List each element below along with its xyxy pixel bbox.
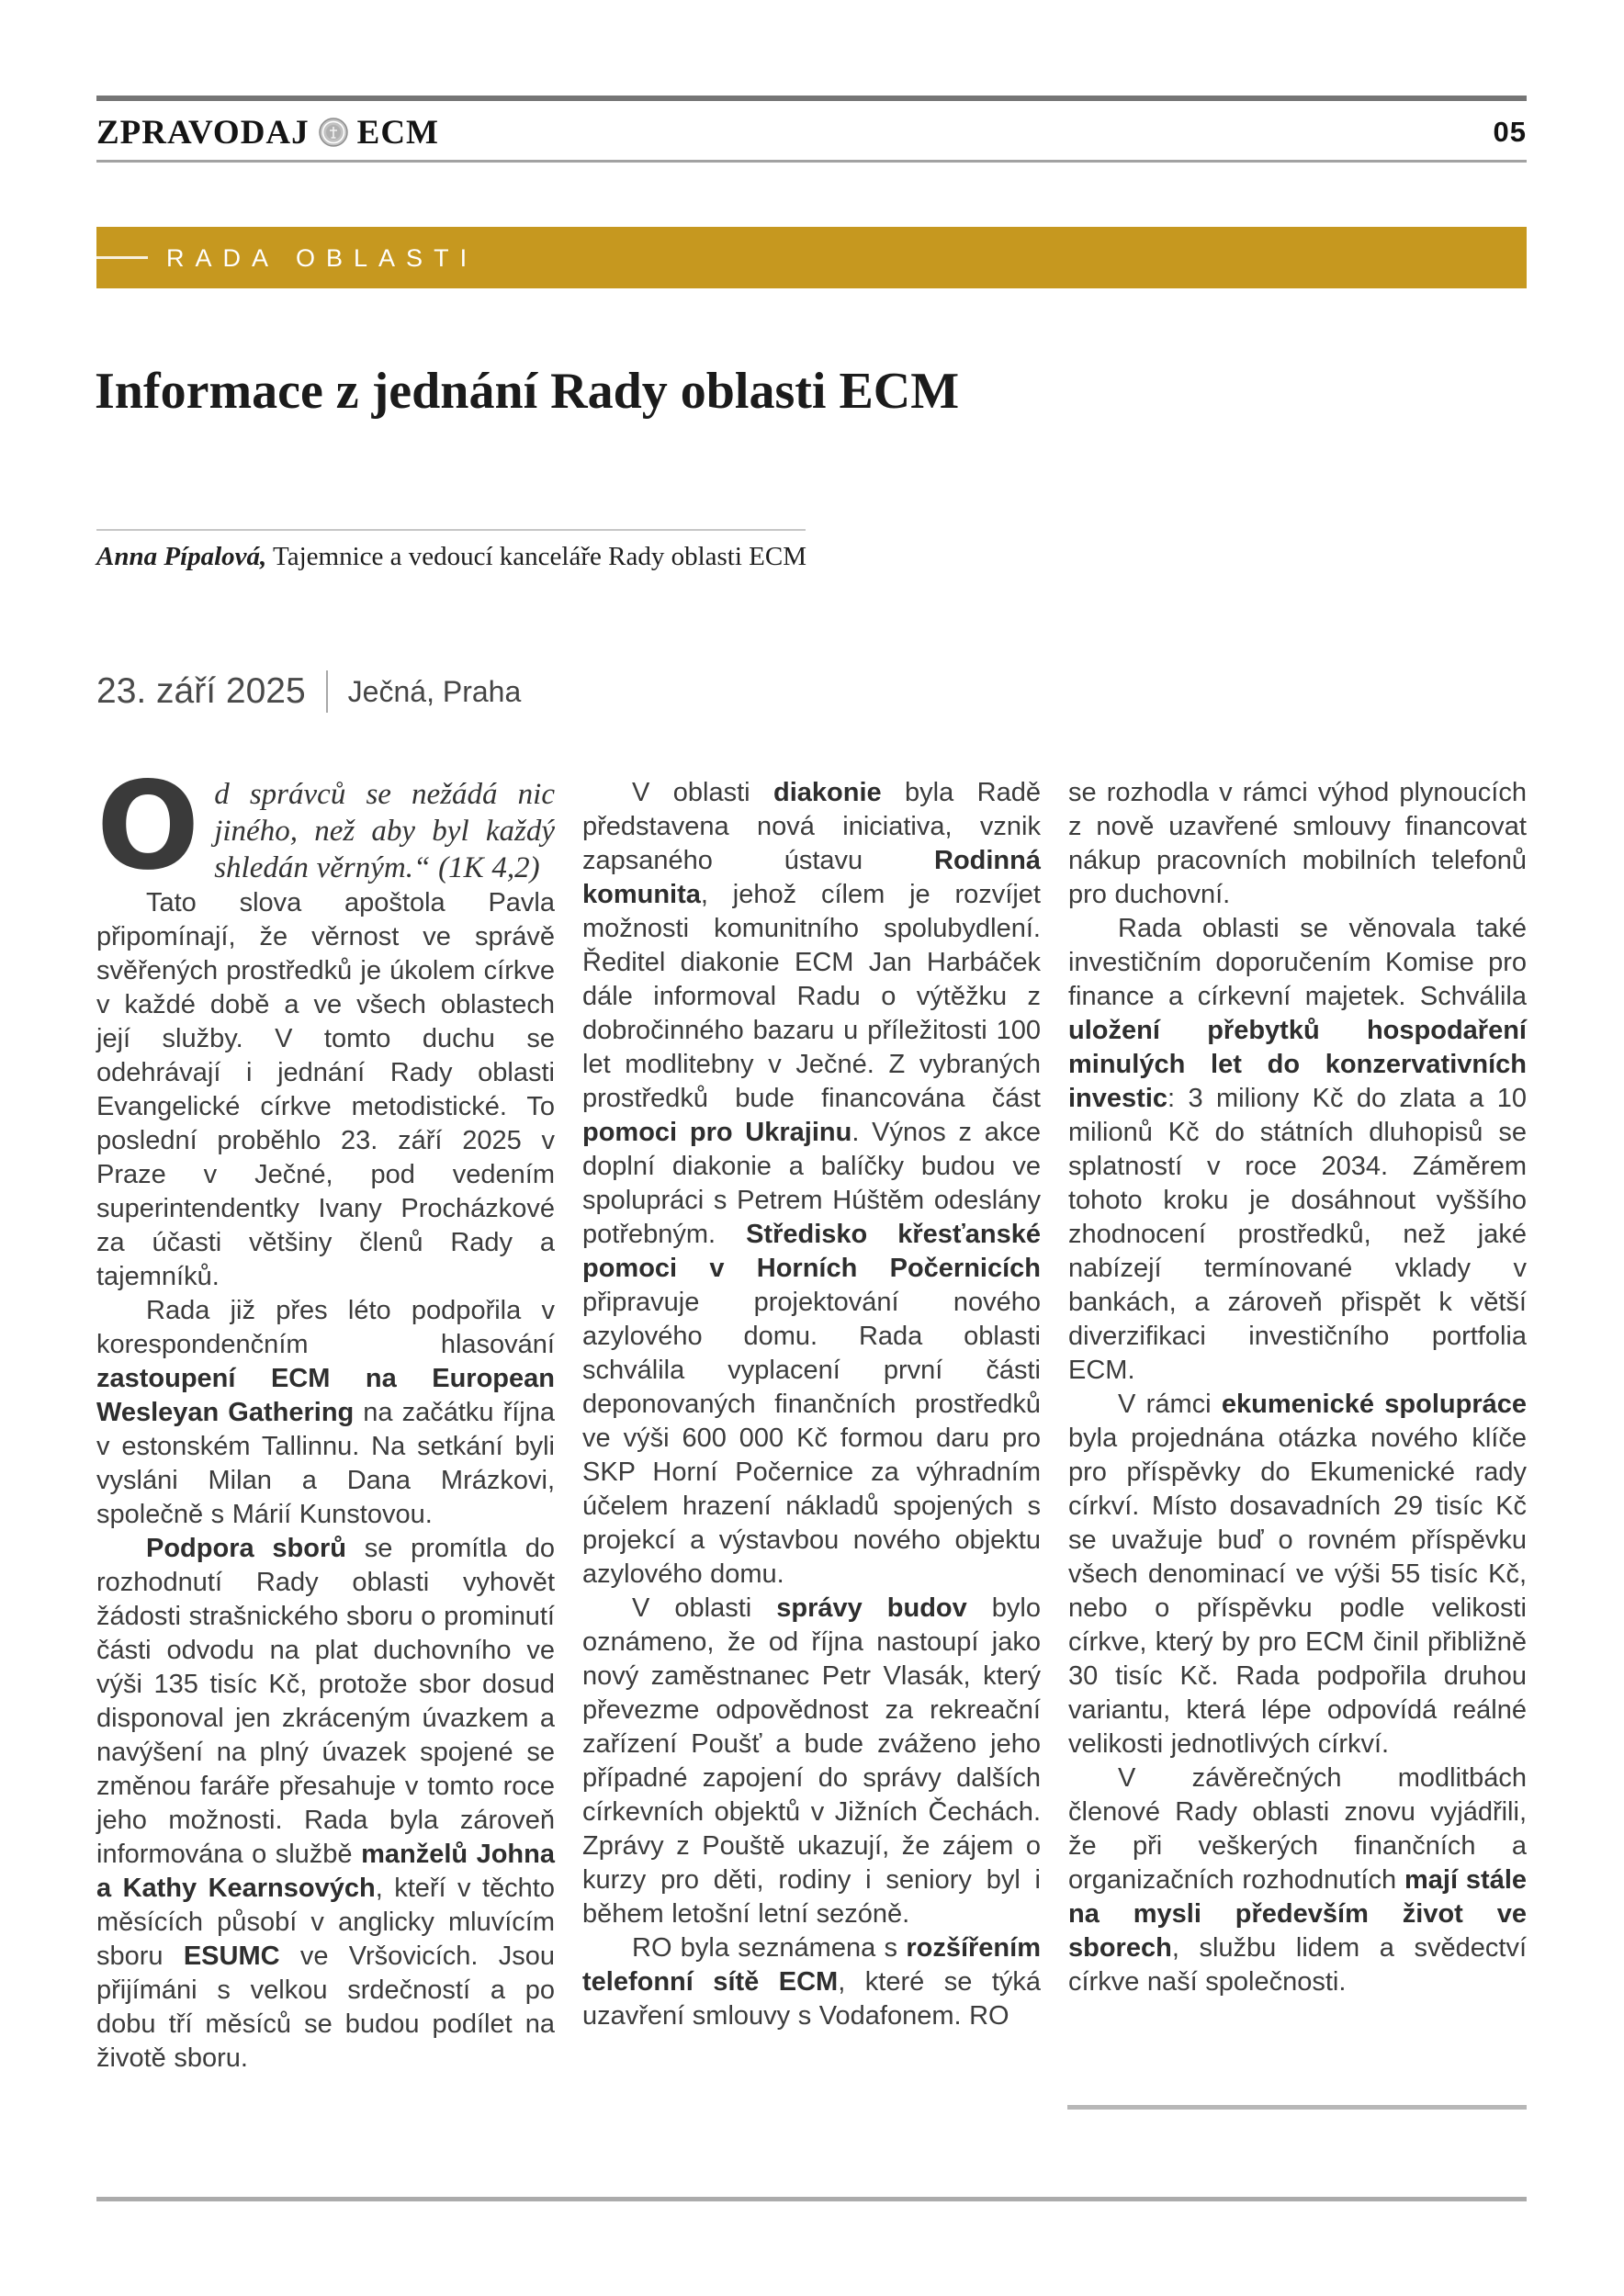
byline-role: Tajemnice a vedoucí kanceláře Rady oblasti ECM xyxy=(266,542,807,571)
footer-rule xyxy=(96,2197,1527,2201)
body-paragraph: RO byla seznámena s rozšířením telefonní sítě ECM, které se týká uzavření smlouvy s Vodafonem. RO xyxy=(582,1933,1042,2031)
page-number: 05 xyxy=(1493,116,1527,148)
dateline xyxy=(96,670,521,713)
body-paragraph: Tato slova apoštola Pavla připomínají, že věrnost ve správě svěřených prostředků je úkolem církve v každé době a ve všech oblastech její služby. V tomto duchu se odehrávají i jednání Rady oblasti Evangelické církve metodistické. To poslední proběhlo 23. září 2025 v Praze v Ječné, pod vedením superintendentky Ivany Procházkové za účasti většiny členů Rady a tajemníků. xyxy=(96,888,555,1291)
body-paragraph: Rada oblasti se věnovala také investičním doporučením Komise pro finance a církevní majetek. Schválila uložení přebytků hospodaření minulých let do konzervativních investic: 3 miliony Kč do zlata a 10 milionů Kč do státních dluhopisů se splatností v roce 2034. Záměrem tohoto kroku je dosáhnout vyššího zhodnocení prostředků, než jaké nabízejí termínované vklady v bankách, a zároveň přispět k větší diverzifikaci investičního portfolia ECM. xyxy=(1068,914,1527,1385)
body-paragraph: Rada již přes léto podpořila v korespondenčním hlasování zastoupení ECM na European Wesleyan Gathering na začátku října v estonském Tallinnu. Na setkání byli vysláni Milan a Dana Mrázkovi, společně s Márií Kunstovou. xyxy=(96,1296,555,1529)
body-paragraph: V oblasti správy budov bylo oznámeno, že od října nastoupí jako nový zaměstnanec Petr Vlasák, který převezme odpovědnost za rekreační zařízení Poušť a bude zváženo jeho případné zapojení do správy dalších církevních objektů v Jižních Čechách. Zprávy z Pouště ukazují, že zájem o kurzy pro děti, rodiny i seniory byl i během letošní letní sezóně. xyxy=(582,1593,1041,1929)
drop-cap: O xyxy=(96,756,200,897)
body-paragraph: Podpora sborů se promítla do rozhodnutí Rady oblasti vyhovět žádosti strašnického sboru o prominutí části odvodu na plat duchovního ve výši 135 tisíc Kč, protože sbor dosud disponoval jen zkráceným úvazkem a navýšení na plný úvazek spojené se změnou faráře přesahuje v tomto roce jeho možnosti. Rada byla zároveň informována o službě manželů Johna a Kathy Kearnsových, kteří v těchto měsících působí v anglicky mluvícím sboru ESUMC ve Vršovicích. Jsou přijímáni s velkou srdečností a po dobu tří měsíců se budou podílet na životě sboru. xyxy=(96,1534,556,2073)
body-paragraph: V oblasti diakonie byla Radě představena nová iniciativa, vznik zapsaného ústavu Rodinná komunita, jehož cílem je rozvíjet možnosti komunitního spolubydlení. Ředitel diakonie ECM Jan Harbáček dále informoval Radu o výtěžku z dobročinného bazaru u příležitosti 100 let modlitebny v Ječné. Z vybraných prostředků bude financována část pomoci pro Ukrajinu. Výnos z akce doplní diakonie a balíčky budou ve spolupráci s Petrem Húštěm odeslány potřebným. Středisko křesťanské pomoci v Horních Počernicích připravuje projektování nového azylového domu. Rada oblasti schválila vyplacení první části deponovaných finančních prostředků ve výši 600 000 Kč formou daru pro SKP Horní Počernice za výhradním účelem hrazení nákladů spojených s projekcí a výstavbou nového objektu azylového domu. xyxy=(582,778,1041,1589)
column-2 xyxy=(582,776,1041,2076)
column-1 xyxy=(96,756,556,2076)
header-top-rule xyxy=(96,96,1527,101)
banner-dash-icon xyxy=(96,256,148,259)
section-banner xyxy=(96,227,1527,288)
masthead xyxy=(96,113,439,152)
ecm-seal-icon xyxy=(319,118,348,147)
header-bottom-rule xyxy=(96,160,1527,163)
byline xyxy=(96,542,806,572)
masthead-right-text: ECM xyxy=(356,113,439,152)
column-3 xyxy=(1068,776,1527,2076)
quote-paragraph: Od správců se nežádá nic jiného, než aby byl každý shledán věrným.“ (1K 4,2) xyxy=(96,756,555,897)
dateline-separator xyxy=(326,670,328,713)
meeting-date: 23. září 2025 xyxy=(96,671,306,711)
body-paragraph: V rámci ekumenické spolupráce byla projednána otázka nového klíče pro příspěvky do Ekumenické rady církví. Místo dosavadních 29 tisíc Kč se uvažuje buď o rovném příspěvku všech denominací ve výši 55 tisíc Kč, nebo o příspěvku podle velikosti církve, který by pro ECM činil přibližně 30 tisíc Kč. Rada podpořila druhou variantu, která lépe odpovídá reálné velikosti jednotlivých církví. xyxy=(1068,1390,1527,1759)
body-paragraph: V závěrečných modlitbách členové Rady oblasti znovu vyjádřili, že při veškerých finančních a organizačních rozhodnutích mají stále na mysli především život ve sborech, službu lidem a svědectví církve naší společnosti. xyxy=(1068,1763,1528,1997)
article-title: Informace z jednání Rady oblasti ECM xyxy=(95,363,960,420)
body-paragraph: se rozhodla v rámci výhod plynoucích z nově uzavřené smlouvy financovat nákup pracovních mobilních telefonů pro duchovní. xyxy=(1068,778,1527,909)
section-banner-label: RADA OBLASTI xyxy=(166,244,479,272)
masthead-left-text: ZPRAVODAJ xyxy=(96,113,310,152)
article-end-rule xyxy=(1067,2105,1527,2110)
byline-divider xyxy=(96,529,806,531)
article-body xyxy=(96,756,1528,2076)
meeting-location: Ječná, Praha xyxy=(347,674,522,708)
masthead-row xyxy=(96,108,1527,156)
byline-author: Anna Pípalová, xyxy=(96,542,267,571)
